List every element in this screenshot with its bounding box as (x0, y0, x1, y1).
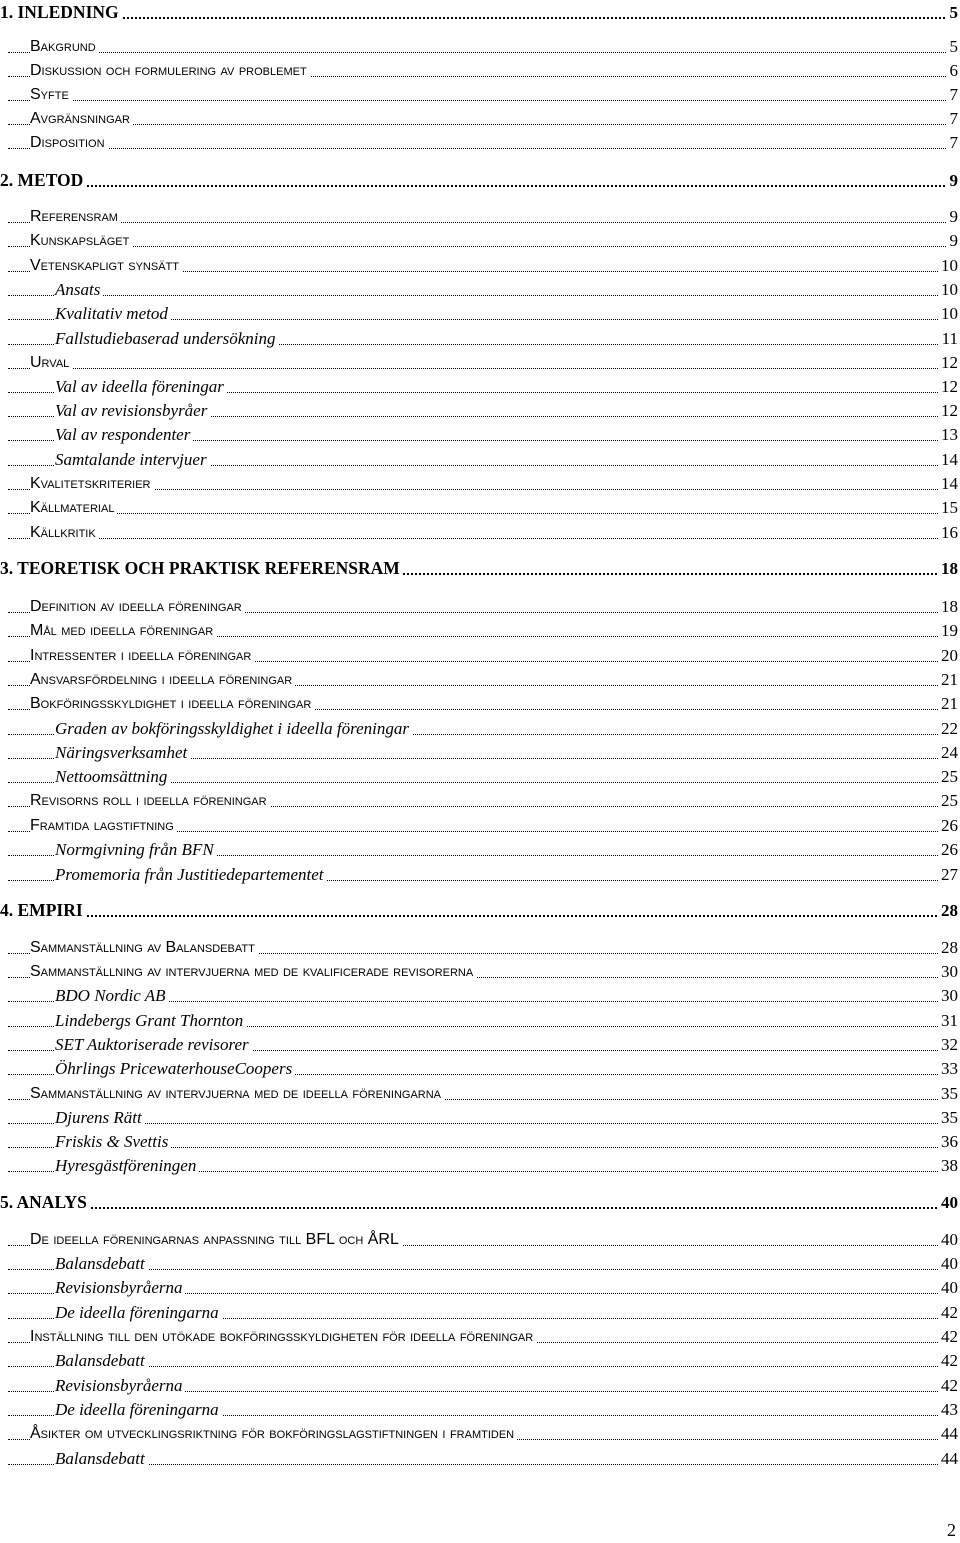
toc-entry-page: 40 (938, 1255, 958, 1272)
toc-entry[interactable] (0, 1129, 960, 1153)
toc-entry-page: 44 (938, 1450, 958, 1467)
toc-entry[interactable] (0, 813, 960, 837)
toc-entry[interactable] (0, 1348, 960, 1372)
toc-entry[interactable] (0, 935, 960, 959)
toc-entry[interactable] (0, 1056, 960, 1080)
dot-leader (8, 1207, 956, 1209)
toc-entry-page: 10 (938, 305, 958, 322)
toc-entry[interactable] (0, 228, 960, 252)
toc-entry-page: 5 (947, 4, 959, 21)
toc-entry[interactable] (0, 447, 960, 471)
toc-entry-title: Inställning till den utökade bokföringsskyldigheten för ideella föreningar (30, 1329, 536, 1345)
dot-leader (8, 915, 956, 917)
toc-entry[interactable] (0, 350, 960, 374)
toc-entry-page: 22 (938, 720, 958, 737)
toc-entry-title: Kvalitativ metod (55, 305, 171, 322)
toc-entry[interactable] (0, 0, 960, 24)
toc-entry[interactable] (0, 1300, 960, 1324)
toc-entry[interactable] (0, 1190, 960, 1214)
toc-entry-title: Normgivning från BFN (55, 841, 217, 858)
toc-entry-page: 38 (938, 1157, 958, 1174)
toc-entry[interactable] (0, 1008, 960, 1032)
toc-entry-title: Hyresgästföreningen (55, 1157, 199, 1174)
toc-entry[interactable] (0, 1081, 960, 1105)
toc-entry[interactable] (0, 1446, 960, 1470)
toc-entry[interactable] (0, 716, 960, 740)
toc-entry-page: 11 (939, 330, 958, 347)
toc-entry[interactable] (0, 1324, 960, 1348)
toc-entry-title: SET Auktoriserade revisorer (55, 1036, 252, 1053)
toc-entry-title: Öhrlings PricewaterhouseCoopers (55, 1060, 295, 1077)
dot-leader (8, 222, 956, 223)
toc-entry-page: 19 (938, 622, 958, 639)
toc-entry[interactable] (0, 374, 960, 398)
dot-leader (8, 185, 956, 187)
dot-leader (8, 368, 956, 369)
dot-leader (8, 17, 956, 19)
toc-entry-page: 16 (938, 524, 958, 541)
toc-entry-title: Källkritik (30, 525, 99, 541)
toc-entry-title: Diskussion och formulering av problemet (30, 63, 310, 79)
toc-entry-page: 12 (938, 402, 958, 419)
toc-entry-page: 20 (938, 647, 958, 664)
toc-entry-page: 10 (938, 257, 958, 274)
toc-entry[interactable] (0, 618, 960, 642)
toc-entry-page: 21 (938, 671, 958, 688)
toc-entry-title: Framtida lagstiftning (30, 818, 177, 834)
toc-entry[interactable] (0, 326, 960, 350)
toc-entry-page: 13 (938, 426, 958, 443)
dot-leader (8, 538, 956, 539)
toc-entry[interactable] (0, 520, 960, 544)
dot-leader (8, 295, 956, 296)
toc-entry-page: 31 (938, 1012, 958, 1029)
toc-entry-page: 42 (938, 1304, 958, 1321)
toc-entry-title: 5. ANALYS (0, 1194, 90, 1212)
toc-entry-page: 5 (947, 38, 959, 55)
toc-entry-title: Källmaterial (30, 500, 117, 516)
toc-entry[interactable] (0, 983, 960, 1007)
toc-entry[interactable] (0, 277, 960, 301)
toc-entry[interactable] (0, 959, 960, 983)
dot-leader (8, 148, 956, 149)
toc-entry[interactable] (0, 862, 960, 886)
toc-entry-page: 40 (938, 1279, 958, 1296)
toc-entry-page: 32 (938, 1036, 958, 1053)
toc-entry-title: Balansdebatt (55, 1352, 148, 1369)
toc-entry-title: Bokföringsskyldighet i ideella föreningar (30, 696, 314, 712)
toc-entry[interactable] (0, 1373, 960, 1397)
toc-entry-title: Revisorns roll i ideella föreningar (30, 793, 270, 809)
toc-entry-page: 36 (938, 1133, 958, 1150)
toc-entry[interactable] (0, 691, 960, 715)
page-number: 2 (947, 1520, 956, 1540)
dot-leader (8, 100, 956, 101)
toc-entry[interactable] (0, 422, 960, 446)
toc-entry-page: 9 (947, 172, 959, 189)
toc-entry-title: Referensram (30, 209, 121, 225)
toc-entry-page: 9 (947, 232, 959, 249)
toc-entry[interactable] (0, 1227, 960, 1251)
toc-entry-page: 35 (938, 1109, 958, 1126)
toc-entry-page: 42 (938, 1328, 958, 1345)
toc-entry[interactable] (0, 130, 960, 154)
toc-entry-page: 14 (938, 451, 958, 468)
toc-entry-title: De ideella föreningarnas anpassning till BFL och ÅRL (30, 1232, 402, 1248)
toc-entry-title: Intressenter i ideella föreningar (30, 648, 254, 664)
dot-leader (8, 1464, 956, 1465)
toc-entry-title: Samtalande intervjuer (55, 451, 210, 468)
toc-entry[interactable] (0, 594, 960, 618)
toc-entry-page: 33 (938, 1060, 958, 1077)
toc-entry-title: Val av revisionsbyråer (55, 402, 210, 419)
toc-entry-title: 2. METOD (0, 172, 86, 190)
toc-entry-page: 42 (938, 1377, 958, 1394)
toc-entry[interactable] (0, 1153, 960, 1177)
dot-leader (8, 246, 956, 247)
toc-entry[interactable] (0, 556, 960, 580)
toc-entry-page: 35 (938, 1085, 958, 1102)
toc-entry-title: Balansdebatt (55, 1255, 148, 1272)
toc-entry-page: 12 (938, 354, 958, 371)
toc-entry[interactable] (0, 1275, 960, 1299)
toc-entry-page: 12 (938, 378, 958, 395)
toc-entry-title: Syfte (30, 87, 72, 103)
toc-entry-page: 18 (938, 560, 958, 577)
toc-entry-title: Sammanställning av Balansdebatt (30, 940, 258, 956)
toc-entry-page: 28 (938, 939, 958, 956)
toc-entry[interactable] (0, 204, 960, 228)
toc-entry-page: 7 (947, 110, 959, 127)
toc-entry[interactable] (0, 1032, 960, 1056)
dot-leader (8, 1366, 956, 1367)
toc-entry-title: Revisionsbyråerna (55, 1279, 185, 1296)
toc-entry[interactable] (0, 788, 960, 812)
toc-entry-title: De ideella föreningarna (55, 1304, 222, 1321)
toc-entry-page: 27 (938, 866, 958, 883)
toc-entry[interactable] (0, 106, 960, 130)
toc-entry-title: Näringsverksamhet (55, 744, 190, 761)
toc-entry-page: 6 (947, 62, 959, 79)
toc-entry-title: Sammanställning av intervjuerna med de kvalificerade revisorerna (30, 964, 476, 980)
toc-entry-page: 40 (938, 1194, 958, 1211)
toc-entry-title: Bakgrund (30, 39, 99, 55)
toc-entry-title: Vetenskapligt synsätt (30, 258, 182, 274)
toc-entry-title: Disposition (30, 135, 108, 151)
toc-entry-page: 21 (938, 695, 958, 712)
toc-entry[interactable] (0, 740, 960, 764)
toc-entry-title: Nettoomsättning (55, 768, 170, 785)
toc-entry-title: Sammanställning av intervjuerna med de ideella föreningarna (30, 1086, 444, 1102)
toc-entry-page: 25 (938, 768, 958, 785)
toc-entry-page: 28 (938, 902, 958, 919)
toc-entry-title: 3. TEORETISK OCH PRAKTISK REFERENSRAM (0, 560, 403, 578)
toc-entry-page: 14 (938, 475, 958, 492)
toc-entry-page: 18 (938, 598, 958, 615)
toc-entry-title: Graden av bokföringsskyldighet i ideella föreningar (55, 720, 412, 737)
toc-entry-title: Friskis & Svettis (55, 1133, 171, 1150)
toc-entry-title: Definition av ideella föreningar (30, 599, 245, 615)
toc-entry-title: Lindebergs Grant Thornton (55, 1012, 246, 1029)
toc-entry[interactable] (0, 643, 960, 667)
toc-entry-page: 44 (938, 1425, 958, 1442)
toc-entry[interactable] (0, 253, 960, 277)
toc-entry[interactable] (0, 301, 960, 325)
toc-entry-page: 7 (947, 86, 959, 103)
toc-entry-page: 10 (938, 281, 958, 298)
toc-entry[interactable] (0, 667, 960, 691)
toc-entry-page: 9 (947, 208, 959, 225)
toc-entry-page: 15 (938, 499, 958, 516)
toc-entry[interactable] (0, 82, 960, 106)
toc-entry-title: Djurens Rätt (55, 1109, 145, 1126)
toc-entry[interactable] (0, 1251, 960, 1275)
toc-entry-title: 4. EMPIRI (0, 902, 86, 920)
toc-entry[interactable] (0, 1421, 960, 1445)
toc-entry-page: 42 (938, 1352, 958, 1369)
toc-entry[interactable] (0, 1397, 960, 1421)
toc-entry-page: 40 (938, 1231, 958, 1248)
toc-entry-title: Åsikter om utvecklingsriktning för bokföringslagstiftningen i framtiden (30, 1426, 517, 1442)
toc-entry-title: De ideella föreningarna (55, 1401, 222, 1418)
toc-entry-title: Urval (30, 355, 72, 371)
toc-entry[interactable] (0, 837, 960, 861)
dot-leader (8, 52, 956, 53)
toc-entry-page: 24 (938, 744, 958, 761)
toc-entry-page: 30 (938, 987, 958, 1004)
dot-leader (8, 124, 956, 125)
dot-leader (8, 1269, 956, 1270)
toc-entry-title: Promemoria från Justitiedepartementet (55, 866, 327, 883)
toc-entry[interactable] (0, 168, 960, 192)
toc-entry-page: 26 (938, 841, 958, 858)
toc-entry-title: Ansats (55, 281, 103, 298)
toc-entry-title: 1. INLEDNING (0, 4, 122, 22)
dot-leader (8, 513, 956, 514)
toc-entry-title: Mål med ideella föreningar (30, 623, 216, 639)
toc-entry-title: Val av respondenter (55, 426, 193, 443)
toc-entry-title: Revisionsbyråerna (55, 1377, 185, 1394)
toc-entry[interactable] (0, 495, 960, 519)
toc-entry[interactable] (0, 898, 960, 922)
toc-entry[interactable] (0, 58, 960, 82)
toc-entry-page: 7 (947, 134, 959, 151)
dot-leader (8, 1123, 956, 1124)
toc-entry-title: Balansdebatt (55, 1450, 148, 1467)
toc-entry[interactable] (0, 764, 960, 788)
toc-entry[interactable] (0, 471, 960, 495)
toc-entry[interactable] (0, 34, 960, 58)
toc-entry-page: 30 (938, 963, 958, 980)
toc-entry-title: Fallstudiebaserad undersökning (55, 330, 279, 347)
toc-entry-page: 25 (938, 792, 958, 809)
toc-entry-title: Kunskapsläget (30, 233, 132, 249)
toc-entry-title: BDO Nordic AB (55, 987, 169, 1004)
toc-entry-page: 26 (938, 817, 958, 834)
toc-entry[interactable] (0, 398, 960, 422)
toc-entry-title: Val av ideella föreningar (55, 378, 227, 395)
toc-entry-title: Ansvarsfördelning i ideella föreningar (30, 672, 295, 688)
toc-entry[interactable] (0, 1105, 960, 1129)
toc-entry-page: 43 (938, 1401, 958, 1418)
toc-entry-title: Avgränsningar (30, 111, 133, 127)
toc-entry-title: Kvalitetskriterier (30, 476, 154, 492)
